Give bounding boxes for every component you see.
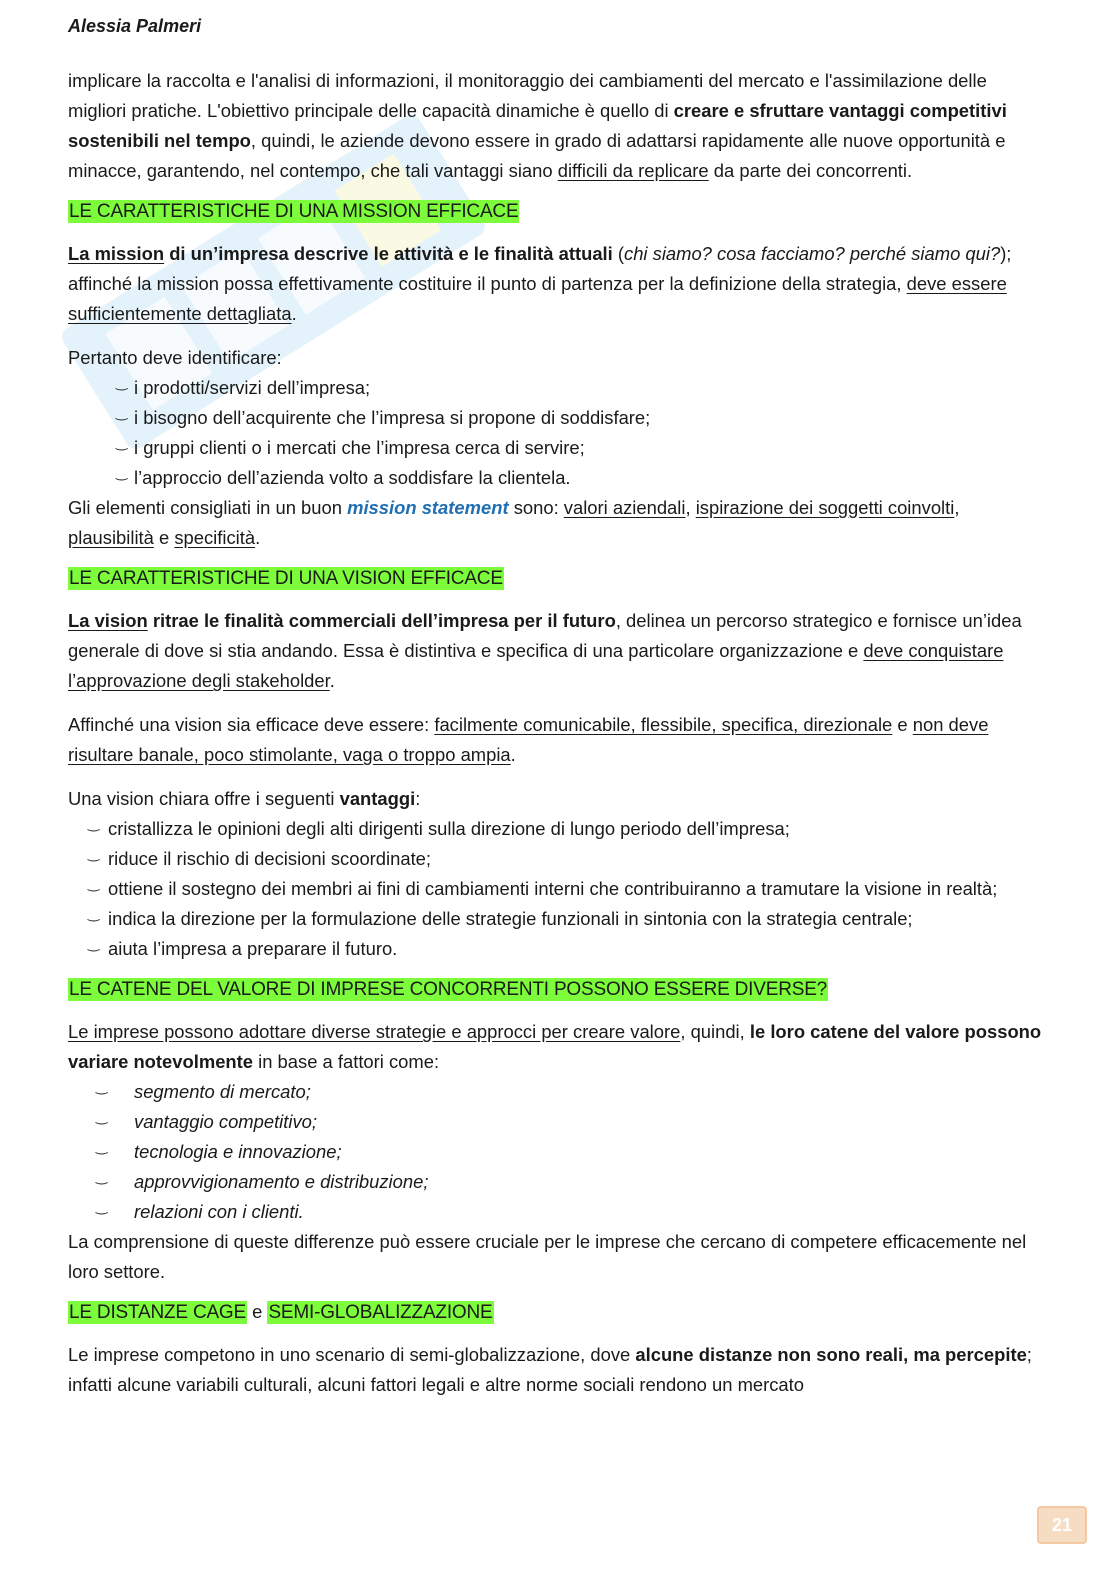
main-content (68, 66, 1043, 1400)
vision-advantages-intro: Una vision chiara offre i seguenti vantaggi: (68, 788, 421, 809)
vision-heading: LE CARATTERISTICHE DI UNA VISION EFFICACE (69, 568, 503, 589)
page-number-badge (1037, 1506, 1087, 1544)
page-number: 21 (1051, 1514, 1073, 1535)
mission-paragraph: La mission di un’impresa descrive le attività e le finalità attuali (chi siamo? cosa facciamo? perché siamo qui?); affinché la mission possa effettivamente costituire il punto di partenza per la definizione della strategia, deve essere sufficientemente dettagliata. (68, 243, 1012, 324)
intro-paragraph: implicare la raccolta e l'analisi di informazioni, il monitoraggio dei cambiamenti del mercato e l'assimilazione delle migliori pratiche. L'obiettivo principale delle capacità dinamiche è quello di creare e sfruttare vantaggi competitivi sostenibili nel tempo, quindi, le aziende devono essere in grado di adattarsi rapidamente alle nuove opportunità e minacce, garantendo, nel contempo, che tali vantaggi siano difficili da replicare da parte dei concorrenti. (68, 70, 1007, 181)
list-item: ‿ approvvigionamento e distribuzione; (96, 1168, 429, 1192)
list-item: ‿ l’approccio dell’azienda volto a soddisfare la clientela. (116, 464, 571, 488)
list-item: ‿ cristallizza le opinioni degli alti dirigenti sulla direzione di lungo periodo dell’impresa; (88, 815, 790, 839)
mission-list-intro: Pertanto deve identificare: (68, 347, 282, 368)
list-item: ‿ riduce il rischio di decisioni scoordinate; (88, 845, 432, 869)
list-item: ‿ i bisogno dell’acquirente che l’impresa si propone di soddisfare; (116, 404, 651, 428)
mission-heading: LE CARATTERISTICHE DI UNA MISSION EFFICACE (69, 201, 519, 222)
list-item: ‿ indica la direzione per la formulazione delle strategie funzionali in sintonia con la strategia centrale; (88, 905, 913, 929)
list-item: ‿ relazioni con i clienti. (96, 1198, 304, 1222)
value-chain-heading: LE CATENE DEL VALORE DI IMPRESE CONCORRENTI POSSONO ESSERE DIVERSE? (69, 979, 828, 1000)
mission-statement-paragraph: Gli elementi consigliati in un buon mission statement sono: valori aziendali, ispirazione dei soggetti coinvolti, plausibilità e specificità. (68, 497, 960, 548)
cage-paragraph: Le imprese competono in uno scenario di semi-globalizzazione, dove alcune distanze non sono reali, ma percepite; infatti alcune variabili culturali, alcuni fattori legali e altre norme sociali rendono un mercato (68, 1344, 1032, 1395)
cage-heading: LE DISTANZE CAGE e SEMI-GLOBALIZZAZIONE (69, 1301, 493, 1323)
list-item: ‿ i prodotti/servizi dell’impresa; (116, 374, 371, 398)
value-chain-factors-list (68, 1077, 1043, 1227)
list-item: ‿ segmento di mercato; (96, 1078, 311, 1102)
vision-advantages-list (68, 814, 1043, 964)
list-item: ‿ i gruppi clienti o i mercati che l’impresa cerca di servire; (116, 434, 585, 458)
vision-paragraph: La vision ritrae le finalità commerciali dell’impresa per il futuro, delinea un percorso strategico e fornisce un’idea generale di dove si stia andando. Essa è distintiva e specifica di una particolare organizzazione e deve conquistare l’approvazione degli stakeholder. (68, 610, 1022, 691)
author-name: Alessia Palmeri (68, 16, 202, 36)
list-item: ‿ vantaggio competitivo; (96, 1108, 317, 1132)
list-item: ‿ ottiene il sostegno dei membri ai fini di cambiamenti interni che contribuiranno a tramutare la visione in realtà; (88, 875, 998, 899)
vision-efficacy-paragraph: Affinché una vision sia efficace deve essere: facilmente comunicabile, flessibile, specifica, direzionale e non deve risultare banale, poco stimolante, vaga o troppo ampia. (68, 714, 989, 765)
value-chain-closing: La comprensione di queste differenze può essere cruciale per le imprese che cercano di competere efficacemente nel loro settore. (68, 1231, 1027, 1282)
list-item: ‿ tecnologia e innovazione; (96, 1138, 342, 1162)
value-chain-paragraph: Le imprese possono adottare diverse strategie e approcci per creare valore, quindi, le loro catene del valore possono variare notevolmente in base a fattori come: (68, 1021, 1042, 1072)
list-item: ‿ aiuta l’impresa a preparare il futuro. (88, 935, 398, 959)
mission-list (68, 373, 1043, 493)
